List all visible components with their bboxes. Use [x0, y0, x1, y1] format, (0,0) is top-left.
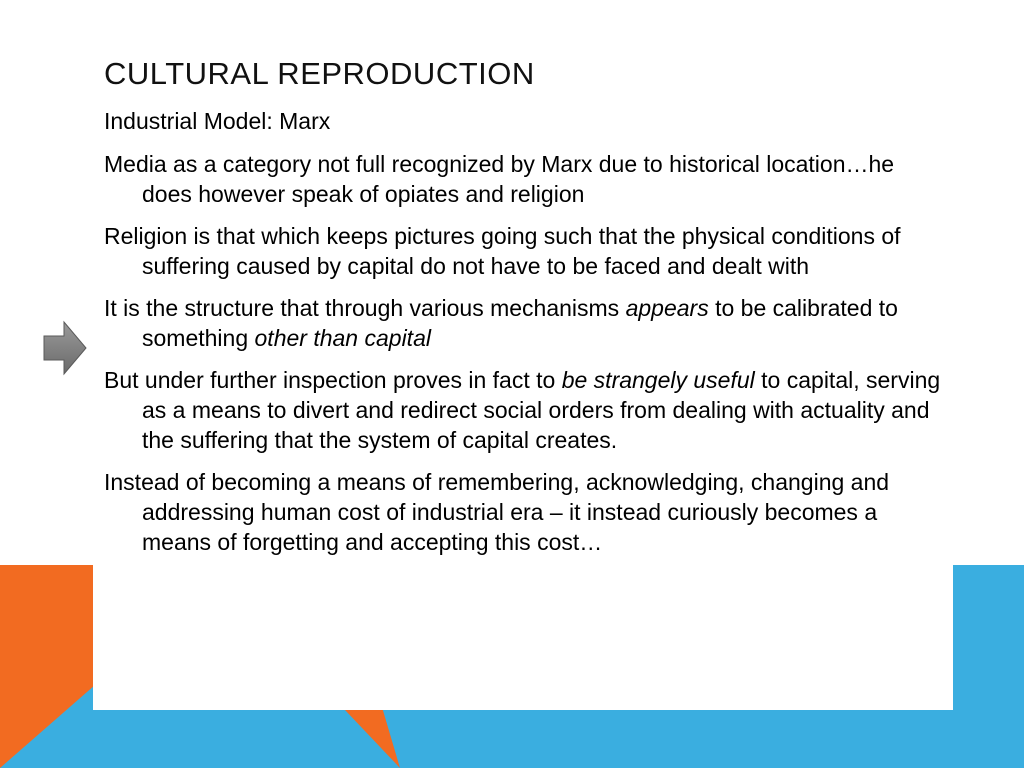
emphasis-text: be strangely useful [561, 367, 755, 393]
paragraph-text: to be calibrated to something [142, 295, 898, 351]
emphasis-text: other than capital [254, 325, 431, 351]
paragraph-text: Media as a category not full recognized by Marx due to historical location…he does however speak of opiates and religion [104, 151, 895, 207]
paragraph-text: Industrial Model: Marx [104, 108, 331, 134]
paragraph-text: to capital, serving as a means to divert and redirect social orders from dealing with actuality and the suffering that the system of capital creates. [142, 367, 941, 453]
bullet-paragraph [104, 467, 944, 557]
bullet-paragraph [104, 293, 944, 353]
bullet-paragraph [104, 149, 944, 209]
paragraph-text: It is the structure that through various mechanisms [104, 295, 626, 321]
emphasis-text: appears [625, 295, 709, 321]
arrow-right-icon[interactable] [42, 320, 88, 376]
paragraph-text: Instead of becoming a means of remembering, acknowledging, changing and addressing human cost of industrial era – it instead curiously becomes a means of forgetting and accepting this cost… [104, 469, 890, 555]
bullet-paragraph [104, 106, 944, 136]
slide-body [104, 106, 944, 569]
slide-title: CULTURAL REPRODUCTION [104, 56, 535, 91]
paragraph-text: But under further inspection proves in fact to [104, 367, 562, 393]
bullet-paragraph [104, 221, 944, 281]
bullet-paragraph [104, 365, 944, 455]
paragraph-text: Religion is that which keeps pictures going such that the physical conditions of suffering caused by capital do not have to be faced and dealt with [104, 223, 901, 279]
